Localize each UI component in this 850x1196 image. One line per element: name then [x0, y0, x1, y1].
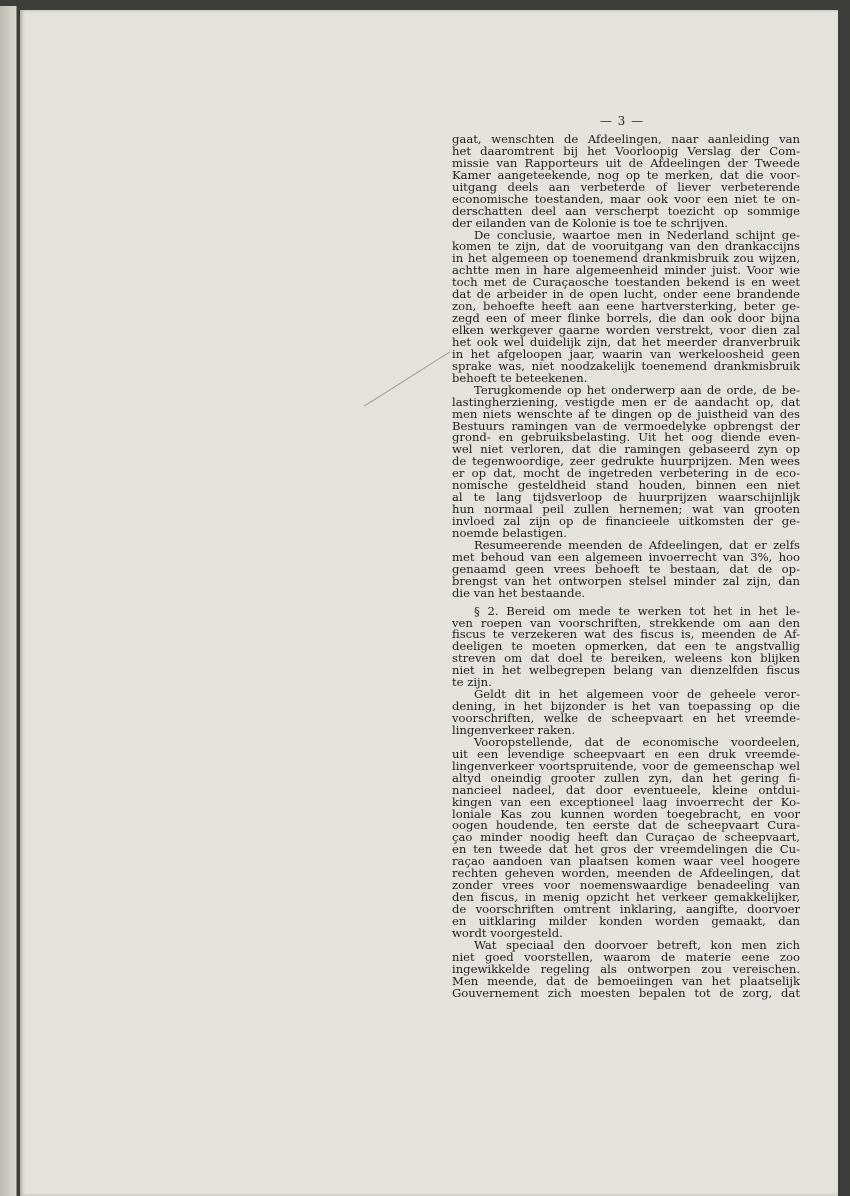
text-line: economische toestanden, maar ook voor een niet te on-: [452, 193, 800, 206]
text-line: derschatten deel aan verscherpt toezicht op sommige: [452, 205, 800, 218]
text-line: al te lang tijdsverloop de huurprijzen waarschijnlijk: [452, 492, 800, 505]
text-line: de voorschriften omtrent inklaring, aangifte, doorvoer: [452, 904, 800, 916]
pencil-annotation-mark: [360, 350, 452, 410]
text-line: het ook wel duidelijk zijn, dat het meerder dranverbruik: [452, 336, 800, 349]
text-line: altyd oneindig grooter zullen zyn, dan het gering fi-: [452, 772, 800, 785]
text-line: lingenverkeer raken.: [452, 724, 576, 737]
text-line: Geldt dit in het algemeen voor de geheele veror-: [474, 689, 800, 702]
text-line: ven roepen van voorschriften, strekkende om aan den: [452, 617, 800, 630]
text-line: noemde belastigen.: [452, 527, 567, 540]
text-line: met behoud van een algemeen invoerrecht van 3%, hoo: [452, 551, 800, 564]
text-line: lastingherziening, vestigde men er de aandacht op, dat: [452, 396, 800, 409]
document-page: [20, 10, 838, 1196]
page-number: — 3 —: [599, 114, 645, 128]
text-line: zonder vrees voor noemenswaardige benadeeling van: [452, 880, 800, 893]
text-line: Men meende, dat de bemoeiingen van het plaatselijk: [452, 975, 800, 988]
text-line: achtte men in hare algemeenheid minder juist. Voor wie: [452, 265, 800, 278]
text-line: wordt voorgesteld.: [452, 927, 563, 940]
text-line: behoeft te beteekenen.: [452, 372, 588, 385]
text-line: sprake was, niet noodzakelijk toenemend drankmisbruik: [452, 360, 800, 373]
text-line: men niets wenschte af te dingen op de juistheid van des: [452, 408, 800, 421]
text-line: Vooropstellende, dat de economische voordeelen,: [474, 736, 800, 749]
text-line: gaat, wenschten de Afdeelingen, naar aanleiding van: [452, 134, 800, 146]
text-line: er op dat, mocht de ingetreden verbetering in de eco-: [452, 468, 800, 481]
text-line: oogen houdende, ten eerste dat de scheepvaart Cura-: [452, 820, 800, 833]
text-line: elken werkgever gaarne worden verstrekt, voor dien zal: [452, 325, 800, 337]
text-line: rechten geheven worden, meenden de Afdeelingen, dat: [452, 868, 800, 881]
text-line: den fiscus, in menig opzicht het verkeer gemakkelijker,: [452, 892, 800, 904]
text-line: zegd een of meer flinke borrels, die dan ook door bijna: [452, 313, 800, 325]
text-line: Resumeerende meenden de Afdeelingen, dat er zelfs: [474, 539, 800, 552]
text-line: invloed zal zijn op de financieele uitkomsten der ge-: [452, 516, 800, 528]
text-line: streven om dat doel te bereiken, weleens kon blijken: [452, 653, 800, 666]
previous-page-edge: [0, 6, 17, 1196]
text-column: [452, 134, 800, 1000]
text-line: dat de arbeider in de open lucht, onder eene brandende: [452, 289, 800, 302]
text-line: fiscus te verzekeren wat des fiscus is, meenden de Af-: [452, 629, 800, 642]
text-line: § 2. Bereid om mede te werken tot het in het le-: [474, 605, 800, 618]
text-line: die van het bestaande.: [452, 587, 586, 600]
text-line: missie van Rapporteurs uit de Afdeelingen der Tweede: [452, 157, 800, 170]
text-line: der eilanden van de Kolonie is toe te schrijven.: [452, 217, 728, 230]
text-line: brengst van het ontworpen stelsel minder zal zijn, dan: [452, 575, 800, 588]
text-line: grond- en gebruiksbelasting. Uit het oog diende even-: [452, 432, 800, 445]
text-line: Terugkomende op het onderwerp aan de orde, de be-: [474, 384, 800, 397]
text-line: loniale Kas zou kunnen worden toegebracht, en voor: [452, 808, 800, 821]
text-line: niet goed voorstellen, waarom de materie eene zoo: [452, 951, 800, 964]
text-line: De conclusie, waartoe men in Nederland schijnt ge-: [474, 229, 800, 242]
text-line: dening, in het bijzonder is het van toepassing op die: [452, 701, 800, 713]
text-line: ingewikkelde regeling als ontworpen zou vereischen.: [452, 963, 800, 976]
text-line: raçao aandoen van plaatsen komen waar veel hoogere: [452, 856, 800, 869]
text-line: hun normaal peil zullen hernemen; wat van grooten: [452, 504, 800, 516]
text-line: nomische gesteldheid stand houden, binnen een niet: [452, 480, 800, 493]
text-line: Wat speciaal den doorvoer betreft, kon men zich: [474, 939, 800, 952]
text-line: zon, behoefte heeft aan eene hartversterking, beter ge-: [452, 301, 800, 314]
text-line: nancieel nadeel, dat door eventueele, kleine ontdui-: [452, 784, 800, 797]
text-line: en uitklaring milder konden worden gemaakt, dan: [452, 915, 800, 928]
text-line: niet in het welbegrepen belang van dienzelfden fiscus: [452, 665, 800, 678]
text-line: uitgang deels aan verbeterde of liever verbeterende: [452, 181, 800, 194]
text-line: genaamd geen vrees behoeft te bestaan, dat de op-: [452, 563, 800, 576]
text-line: in het algemeen op toenemend drankmisbruik zou wijzen,: [452, 253, 800, 266]
text-line: te zijn.: [452, 677, 492, 690]
text-line: het daaromtrent bij het Voorloopig Verslag der Com-: [452, 145, 800, 158]
text-line: lingenverkeer voortspruitende, voor de gemeenschap wel: [452, 760, 800, 773]
text-line: deeligen te moeten opmerken, dat een te angstvallig: [452, 641, 800, 654]
text-line: komen te zijn, dat de vooruitgang van den drankaccijns: [452, 241, 800, 254]
text-line: Bestuurs ramingen van de vermoedelyke opbrengst der: [452, 420, 800, 433]
text-line: kingen van een exceptioneel laag invoerrecht der Ko-: [452, 796, 800, 809]
text-line: en ten tweede dat het gros der vreemdelingen die Cu-: [452, 844, 800, 857]
text-line: wel niet verloren, dat die ramingen gebaseerd zyn op: [452, 444, 800, 457]
text-line: Gouvernement zich moesten bepalen tot de zorg, dat: [452, 987, 800, 1000]
text-line: uit een levendige scheepvaart en een druk vreemde-: [452, 748, 800, 761]
text-line: de tegenwoordige, zeer gedrukte huurprijzen. Men wees: [452, 456, 800, 469]
text-line: toch met de Curaçaosche toestanden bekend is en weet: [452, 277, 800, 290]
text-line: Kamer aangeteekende, nog op te merken, dat die voor-: [452, 169, 800, 182]
text-line: voorschriften, welke de scheepvaart en het vreemde-: [452, 713, 800, 725]
text-line: in het afgeloopen jaar, waarin van werkeloosheid geen: [452, 348, 800, 361]
text-line: çao minder noodig heeft dan Curaçao de scheepvaart,: [452, 832, 800, 845]
